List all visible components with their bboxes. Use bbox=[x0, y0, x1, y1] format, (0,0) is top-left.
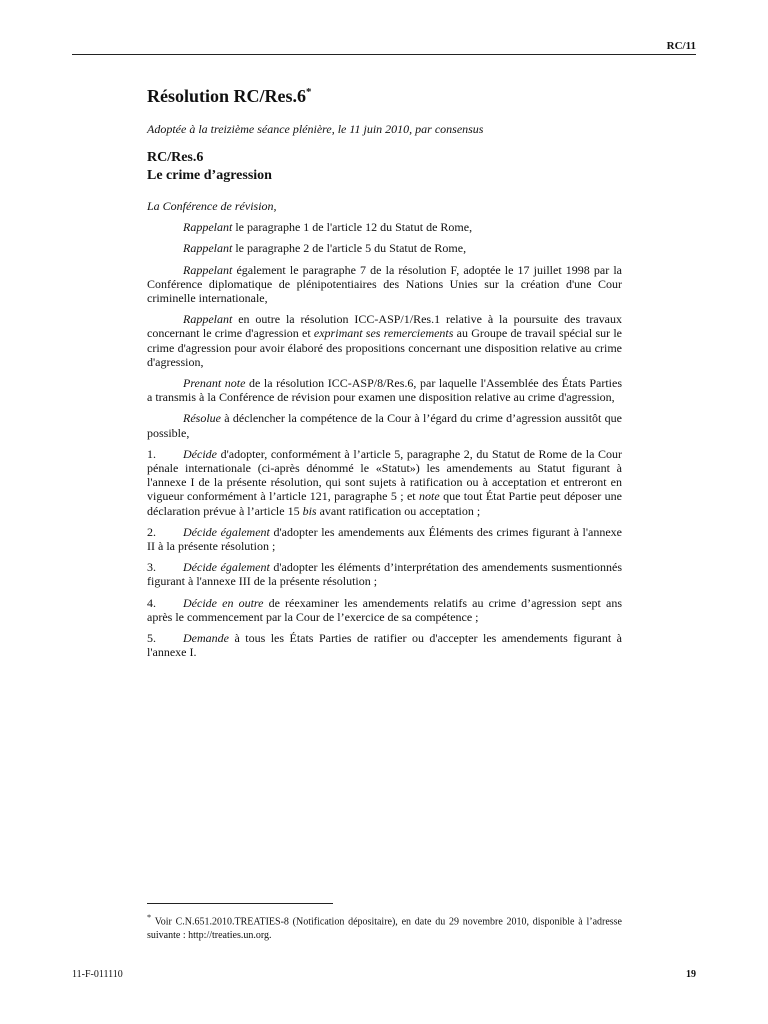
page-title bbox=[147, 86, 312, 107]
resolution-body bbox=[147, 199, 622, 666]
paragraph-number: 5. bbox=[147, 631, 156, 646]
document-number: 11-F-011110 bbox=[72, 969, 123, 980]
operative-paragraph: 2. Décide également d'adopter les amendements aux Éléments des crimes figurant à l'annexe II à la présente résolution ; bbox=[147, 524, 623, 554]
preamble-paragraph: Prenant note de la résolution ICC-ASP/8/Res.6, par laquelle l'Assemblée des États Parties a transmis à la Conférence de révision pour examen une disposition relative au crime d'agression, bbox=[147, 376, 622, 405]
preamble-paragraph: Résolue à déclencher la compétence de la Cour à l’égard du crime d’agression aussitôt que possible, bbox=[147, 411, 622, 440]
footnote-marker: * bbox=[306, 86, 312, 98]
operative-paragraph: 5. Demande à tous les États Parties de ratifier ou d'accepter les amendements figurant à l'annexe I. bbox=[147, 631, 622, 660]
footnote-text: Voir C.N.651.2010.TREATIES-8 (Notification dépositaire), en date du 29 novembre 2010, disponible à l’adresse suivante : http://treaties.un.org. bbox=[147, 916, 622, 942]
preamble-paragraph: Rappelant le paragraphe 2 de l'article 5 du Statut de Rome, bbox=[183, 241, 467, 256]
paragraph-number: 1. bbox=[147, 446, 156, 461]
operative-paragraph: 4. Décide en outre de réexaminer les amendements relatifs au crime d’agression sept ans après le commencement par la Cour de l’exercice de sa compétence ; bbox=[147, 595, 622, 624]
resolution-code: RC/Res.6 bbox=[147, 150, 204, 165]
paragraph-number: 4. bbox=[147, 595, 156, 610]
operative-paragraph: 3. Décide également d'adopter les éléments d’interprétation des amendements susmentionnés figurant à l'annexe III de la présente résolution ; bbox=[147, 560, 622, 589]
footnote-marker: * bbox=[147, 913, 152, 922]
footnote-separator bbox=[147, 903, 333, 904]
paragraph-number: 3. bbox=[147, 560, 156, 575]
header-rule bbox=[72, 54, 696, 55]
page-number: 19 bbox=[686, 969, 696, 980]
resolution-name: Le crime d’agression bbox=[147, 168, 272, 183]
footnote bbox=[147, 911, 622, 943]
preamble-paragraph: Rappelant également le paragraphe 7 de la résolution F, adoptée le 17 juillet 1998 par la Conférence diplomatique de plénipotentiaires des Nations Unies sur la création d'une Cour criminelle internationale, bbox=[147, 262, 622, 306]
adoption-note: Adoptée à la treizième séance plénière, le 11 juin 2010, par consensus bbox=[147, 122, 484, 136]
preamble-paragraph: Rappelant en outre la résolution ICC-ASP/1/Res.1 relative à la poursuite des travaux concernant le crime d'agression et exprimant ses remerciements au Groupe de travail spécial sur le crime d'agression pour avoir élaboré des propositions concernant une disposition relative au crime d'agression, bbox=[147, 312, 622, 369]
preamble-paragraph: Rappelant le paragraphe 1 de l'article 12 du Statut de Rome, bbox=[183, 220, 473, 235]
intro-line: La Conférence de révision, bbox=[147, 199, 277, 213]
title-text: Résolution RC/Res.6 bbox=[147, 86, 307, 106]
operative-paragraph: 1. Décide d'adopter, conformément à l’article 5, paragraphe 2, du Statut de Rome de la Cour pénale internationale (ci-après dénommé le «Statut») les amendements au Statut figurant à l'annexe I de la présente résolution, qui sont sujets à ratification ou à acceptation et entreront en vigueur conformément à l’article 121, paragraphe 5 ; et note que tout État Partie peut déposer une déclaration prévue à l’article 15 bis avant ratification ou acceptation ; bbox=[147, 446, 622, 518]
document-code: RC/11 bbox=[666, 40, 696, 52]
paragraph-number: 2. bbox=[147, 524, 156, 539]
